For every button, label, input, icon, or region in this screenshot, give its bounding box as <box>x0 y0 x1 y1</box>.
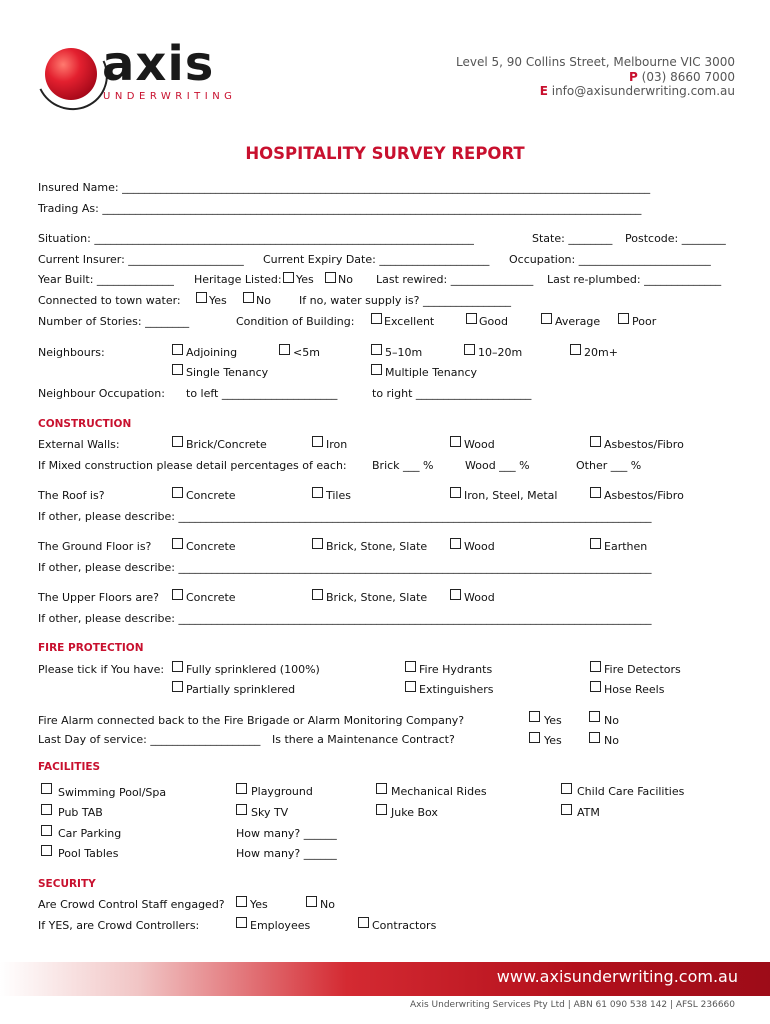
fire-protection-heading: FIRE PROTECTION <box>38 642 144 654</box>
roof-iron-checkbox[interactable] <box>450 487 461 498</box>
maintenance-yes-checkbox[interactable] <box>529 732 540 743</box>
child-care-checkbox[interactable] <box>561 783 572 794</box>
condition-average-label: Average <box>555 315 601 328</box>
upper-concrete-label: Concrete <box>186 591 236 604</box>
condition-label: Condition of Building: <box>236 315 355 328</box>
neighbours-adjoining-checkbox[interactable] <box>172 344 183 355</box>
employees-label: Employees <box>250 919 311 932</box>
partially-sprinklered-checkbox[interactable] <box>172 681 183 692</box>
fire-hydrants-label: Fire Hydrants <box>419 663 493 676</box>
neighbour-left-field[interactable]: to left _____________________ <box>186 387 338 400</box>
ground-floor-label: The Ground Floor is? <box>38 540 152 553</box>
neighbours-adjoining-label: Adjoining <box>186 346 238 359</box>
ground-brick-label: Brick, Stone, Slate <box>326 540 428 553</box>
neighbours-label: Neighbours: <box>38 346 105 359</box>
fully-sprinklered-label: Fully sprinklered (100%) <box>186 663 320 676</box>
upper-floors-label: The Upper Floors are? <box>38 591 159 604</box>
last-replumbed-field[interactable]: Last re-plumbed: ______________ <box>547 273 722 286</box>
fire-tick-label: Please tick if You have: <box>38 663 165 676</box>
heritage-yes-label: Yes <box>296 273 314 286</box>
sky-tv-checkbox[interactable] <box>236 804 247 815</box>
playground-label: Playground <box>251 785 313 798</box>
pub-tab-checkbox[interactable] <box>41 804 52 815</box>
last-rewired-field[interactable]: Last rewired: _______________ <box>376 273 534 286</box>
page-title: HOSPITALITY SURVEY REPORT <box>245 144 525 163</box>
multiple-tenancy-label: Multiple Tenancy <box>385 366 478 379</box>
walls-brick-concrete-label: Brick/Concrete <box>186 438 267 451</box>
maintenance-no-checkbox[interactable] <box>589 732 600 743</box>
upper-brick-label: Brick, Stone, Slate <box>326 591 428 604</box>
contractors-label: Contractors <box>372 919 437 932</box>
upper-brick-checkbox[interactable] <box>312 589 323 600</box>
walls-asbestos-checkbox[interactable] <box>590 436 601 447</box>
ground-wood-label: Wood <box>464 540 495 553</box>
condition-excellent-label: Excellent <box>384 315 435 328</box>
logo-subtitle: UNDERWRITING <box>103 91 237 102</box>
fire-hydrants-checkbox[interactable] <box>405 661 416 672</box>
maintenance-no-label: No <box>604 734 619 747</box>
alarm-yes-label: Yes <box>544 714 562 727</box>
neighbours-5-10m-checkbox[interactable] <box>371 344 382 355</box>
fully-sprinklered-checkbox[interactable] <box>172 661 183 672</box>
sky-tv-label: Sky TV <box>251 806 289 819</box>
atm-checkbox[interactable] <box>561 804 572 815</box>
alarm-no-label: No <box>604 714 619 727</box>
water-no-label: No <box>256 294 271 307</box>
logo-ball-icon <box>45 48 97 100</box>
walls-brick-concrete-checkbox[interactable] <box>172 436 183 447</box>
mixed-wood-pct[interactable]: Wood ___ % <box>465 459 530 472</box>
multiple-tenancy-checkbox[interactable] <box>371 364 382 375</box>
pool-spa-label: Swimming Pool/Spa <box>58 786 167 799</box>
fire-detectors-label: Fire Detectors <box>604 663 681 676</box>
company-address: Level 5, 90 Collins Street, Melbourne VIC 3000 <box>456 55 735 69</box>
roof-concrete-label: Concrete <box>186 489 236 502</box>
occupation-field[interactable]: Occupation: ________________________ <box>509 253 711 266</box>
state-field[interactable]: State: ________ <box>532 232 613 245</box>
neighbours-10-20m-label: 10–20m <box>478 346 523 359</box>
walls-iron-checkbox[interactable] <box>312 436 323 447</box>
car-parking-checkbox[interactable] <box>41 825 52 836</box>
neighbours-5-10m-label: 5–10m <box>385 346 423 359</box>
mixed-other-pct[interactable]: Other ___ % <box>576 459 642 472</box>
upper-wood-label: Wood <box>464 591 495 604</box>
neighbour-right-field[interactable]: to right _____________________ <box>372 387 532 400</box>
pool-tables-label: Pool Tables <box>58 847 119 860</box>
trading-as-field[interactable]: Trading As: __________________________________________________________________________________________________ <box>38 202 642 215</box>
external-walls-label: External Walls: <box>38 438 120 451</box>
single-tenancy-checkbox[interactable] <box>172 364 183 375</box>
single-tenancy-label: Single Tenancy <box>186 366 269 379</box>
current-expiry-field[interactable]: Current Expiry Date: ____________________ <box>263 253 490 266</box>
ground-brick-checkbox[interactable] <box>312 538 323 549</box>
partially-sprinklered-label: Partially sprinklered <box>186 683 296 696</box>
condition-poor-checkbox[interactable] <box>618 313 629 324</box>
walls-wood-checkbox[interactable] <box>450 436 461 447</box>
mixed-construction-label: If Mixed construction please detail percentages of each: <box>38 459 347 472</box>
walls-wood-label: Wood <box>464 438 495 451</box>
company-phone: P (03) 8660 7000 <box>629 70 735 84</box>
mechanical-rides-checkbox[interactable] <box>376 783 387 794</box>
atm-label: ATM <box>577 806 600 819</box>
neighbours-20m-plus-label: 20m+ <box>584 346 618 359</box>
child-care-label: Child Care Facilities <box>577 785 685 798</box>
company-email: E info@axisunderwriting.com.au <box>539 84 735 98</box>
roof-other-field[interactable]: If other, please describe: ______________________________________________________________________________________ <box>38 510 652 523</box>
hose-reels-checkbox[interactable] <box>590 681 601 692</box>
condition-good-label: Good <box>479 315 508 328</box>
playground-checkbox[interactable] <box>236 783 247 794</box>
postcode-field[interactable]: Postcode: ________ <box>625 232 726 245</box>
ground-earthen-checkbox[interactable] <box>590 538 601 549</box>
stories-field[interactable]: Number of Stories: ________ <box>38 315 190 328</box>
walls-asbestos-label: Asbestos/Fibro <box>604 438 684 451</box>
neighbours-lt5m-checkbox[interactable] <box>279 344 290 355</box>
walls-iron-label: Iron <box>326 438 348 451</box>
roof-concrete-checkbox[interactable] <box>172 487 183 498</box>
ground-earthen-label: Earthen <box>604 540 648 553</box>
year-built-field[interactable]: Year Built: ______________ <box>38 273 174 286</box>
alarm-yes-checkbox[interactable] <box>529 711 540 722</box>
roof-asbestos-label: Asbestos/Fibro <box>604 489 684 502</box>
logo-wordmark: axis <box>102 36 215 92</box>
extinguishers-label: Extinguishers <box>419 683 494 696</box>
condition-good-checkbox[interactable] <box>466 313 477 324</box>
condition-poor-label: Poor <box>632 315 657 328</box>
roof-asbestos-checkbox[interactable] <box>590 487 601 498</box>
juke-box-checkbox[interactable] <box>376 804 387 815</box>
water-yes-label: Yes <box>209 294 227 307</box>
heritage-no-checkbox[interactable] <box>325 272 336 283</box>
security-heading: SECURITY <box>38 878 96 890</box>
crowd-control-no-label: No <box>320 898 335 911</box>
pool-tables-count-field[interactable]: How many? ______ <box>236 847 337 860</box>
fire-alarm-label: Fire Alarm connected back to the Fire Brigade or Alarm Monitoring Company? <box>38 714 465 727</box>
mixed-brick-pct[interactable]: Brick ___ % <box>372 459 434 472</box>
heritage-listed-label: Heritage Listed: <box>194 273 282 286</box>
ground-concrete-checkbox[interactable] <box>172 538 183 549</box>
insured-name-field[interactable]: Insured Name: ________________________________________________________________________________________________ <box>38 181 651 194</box>
current-insurer-field[interactable]: Current Insurer: _____________________ <box>38 253 244 266</box>
heritage-yes-checkbox[interactable] <box>283 272 294 283</box>
connected-water-label: Connected to town water: <box>38 294 181 307</box>
crowd-controllers-label: If YES, are Crowd Controllers: <box>38 919 200 932</box>
crowd-control-yes-label: Yes <box>250 898 268 911</box>
condition-excellent-checkbox[interactable] <box>371 313 382 324</box>
neighbours-20m-plus-checkbox[interactable] <box>570 344 581 355</box>
roof-label: The Roof is? <box>38 489 105 502</box>
water-no-checkbox[interactable] <box>243 292 254 303</box>
contractors-checkbox[interactable] <box>358 917 369 928</box>
water-yes-checkbox[interactable] <box>196 292 207 303</box>
maintenance-yes-label: Yes <box>544 734 562 747</box>
extinguishers-checkbox[interactable] <box>405 681 416 692</box>
upper-concrete-checkbox[interactable] <box>172 589 183 600</box>
alarm-no-checkbox[interactable] <box>589 711 600 722</box>
last-service-field[interactable]: Last Day of service: ____________________ <box>38 733 261 746</box>
roof-tiles-label: Tiles <box>326 489 351 502</box>
crowd-control-no-checkbox[interactable] <box>306 896 317 907</box>
car-parking-label: Car Parking <box>58 827 122 840</box>
neighbours-lt5m-label: <5m <box>293 346 320 359</box>
facilities-heading: FACILITIES <box>38 761 101 773</box>
juke-box-label: Juke Box <box>391 806 438 819</box>
maintenance-label: Is there a Maintenance Contract? <box>272 733 455 746</box>
car-parking-count-field[interactable]: How many? ______ <box>236 827 337 840</box>
fire-detectors-checkbox[interactable] <box>590 661 601 672</box>
upper-other-field[interactable]: If other, please describe: ______________________________________________________________________________________ <box>38 612 652 625</box>
ground-other-field[interactable]: If other, please describe: ______________________________________________________________________________________ <box>38 561 652 574</box>
roof-tiles-checkbox[interactable] <box>312 487 323 498</box>
crowd-control-yes-checkbox[interactable] <box>236 896 247 907</box>
crowd-control-label: Are Crowd Control Staff engaged? <box>38 898 225 911</box>
footer-legal-text: Axis Underwriting Services Pty Ltd | ABN 61 090 538 142 | AFSL 236660 <box>410 1000 735 1010</box>
roof-iron-label: Iron, Steel, Metal <box>464 489 558 502</box>
neighbour-occupation-label: Neighbour Occupation: <box>38 387 165 400</box>
footer-website-link[interactable]: www.axisunderwriting.com.au <box>496 967 738 986</box>
mechanical-rides-label: Mechanical Rides <box>391 785 487 798</box>
hose-reels-label: Hose Reels <box>604 683 665 696</box>
condition-average-checkbox[interactable] <box>541 313 552 324</box>
pub-tab-label: Pub TAB <box>58 806 103 819</box>
construction-heading: CONSTRUCTION <box>38 418 132 430</box>
water-supply-field[interactable]: If no, water supply is? ________________ <box>299 294 511 307</box>
heritage-no-label: No <box>338 273 353 286</box>
pool-spa-checkbox[interactable] <box>41 783 52 794</box>
ground-concrete-label: Concrete <box>186 540 236 553</box>
situation-field[interactable]: Situation: _____________________________________________________________________ <box>38 232 474 245</box>
pool-tables-checkbox[interactable] <box>41 845 52 856</box>
ground-wood-checkbox[interactable] <box>450 538 461 549</box>
upper-wood-checkbox[interactable] <box>450 589 461 600</box>
employees-checkbox[interactable] <box>236 917 247 928</box>
neighbours-10-20m-checkbox[interactable] <box>464 344 475 355</box>
